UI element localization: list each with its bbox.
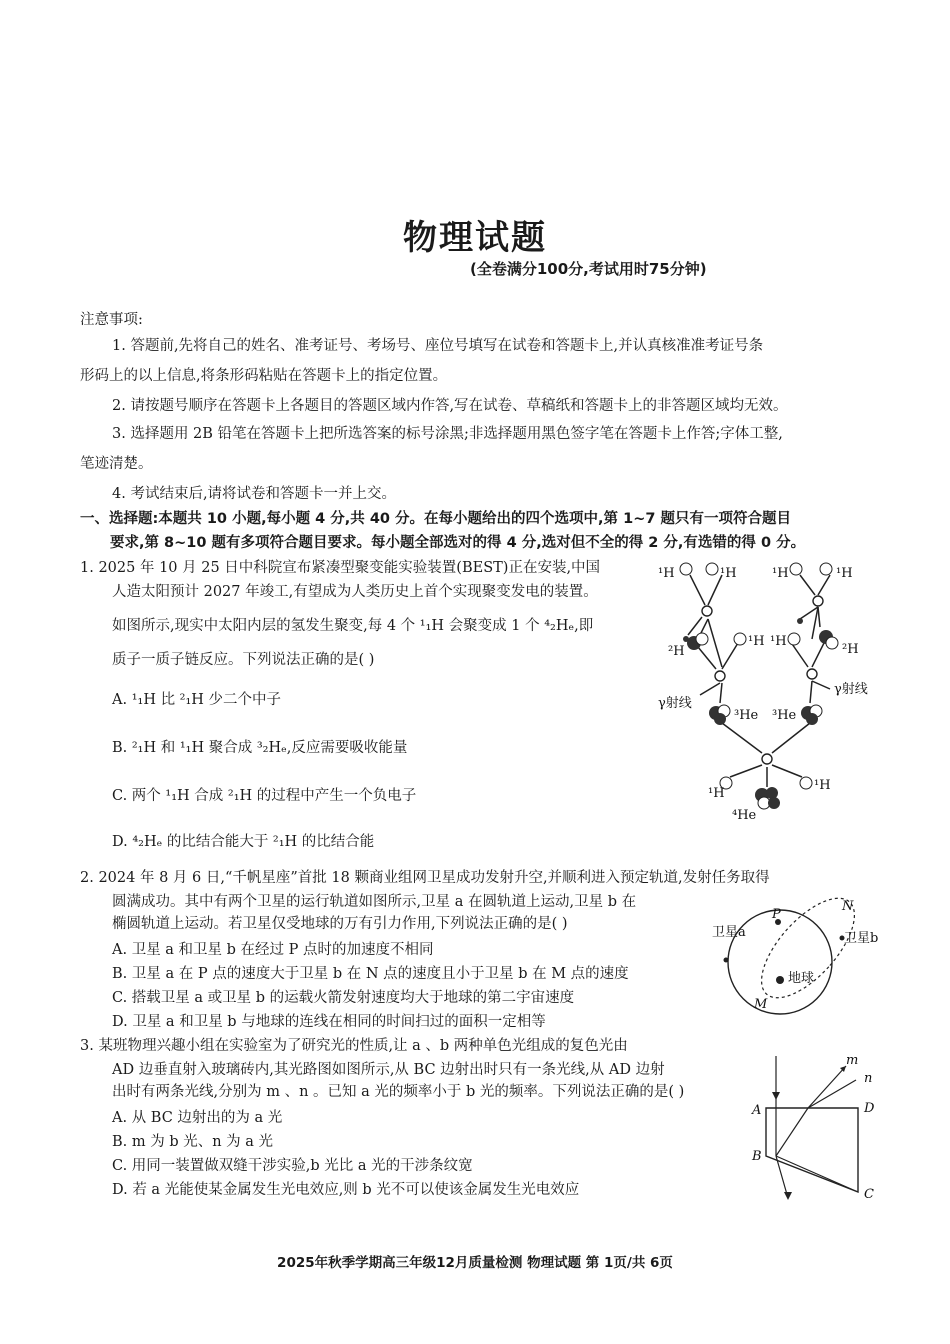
fig1-h8: ¹H: [814, 778, 831, 793]
q1-line4: 质子一质子链反应。下列说法正确的是( ): [112, 652, 375, 668]
fig1-h4: ¹H: [836, 566, 853, 581]
q3-option-d: D. 若 a 光能使某金属发生光电效应,则 b 光不可以使该金属发生光电效应: [112, 1182, 580, 1198]
fig1-d1: ²H: [668, 644, 685, 659]
fig1-gamma2: γ射线: [834, 682, 868, 697]
page-footer: 2025年秋季学期高三年级12月质量检测 物理试题 第 1页/共 6页: [277, 1255, 673, 1271]
fig1-he3a: ³He: [734, 708, 759, 723]
fig2-sat-b: 卫星b: [844, 931, 879, 946]
q2-option-c: C. 搭载卫星 a 或卫星 b 的运载火箭发射速度均大于地球的第二宇宙速度: [112, 990, 575, 1006]
q2-option-b: B. 卫星 a 在 P 点的速度大于卫星 b 在 N 点的速度且小于卫星 b 在 M 点的速度: [112, 966, 629, 982]
q3-line3: 出时有两条光线,分别为 m 、n 。已知 a 光的频率小于 b 光的频率。下列说法正确的是( ): [112, 1084, 685, 1100]
fig3-d: D: [864, 1101, 875, 1116]
fig2-sat-a: 卫星a: [712, 925, 746, 940]
q3-line1: 3. 某班物理兴趣小组在实验室为了研究光的性质,让 a 、b 两种单色光组成的复色光由: [80, 1038, 628, 1054]
q1-line1: 1. 2025 年 10 月 25 日中科院宣布紧凑型聚变能实验装置(BEST)正在安装,中国: [80, 560, 601, 576]
q3-option-b: B. m 为 b 光、n 为 a 光: [112, 1134, 274, 1150]
q1-option-b: B. ²₁H 和 ¹₁H 聚合成 ³₂Hₑ,反应需要吸收能量: [112, 740, 408, 756]
fig2-m: M: [754, 997, 768, 1012]
q1-option-c: C. 两个 ¹₁H 合成 ²₁H 的过程中产生一个负电子: [112, 788, 417, 804]
q2-line2: 圆满成功。其中有两个卫星的运行轨道如图所示,卫星 a 在圆轨道上运动,卫星 b 在: [112, 894, 637, 910]
fig2-earth: 地球: [788, 971, 815, 986]
fig2-n: N: [842, 899, 854, 914]
section-heading-2: 要求,第 8~10 题有多项符合题目要求。每小题全部选对的得 4 分,选对但不全的得 2 分,有选错的得 0 分。: [110, 535, 806, 551]
q1-line3: 如图所示,现实中太阳内层的氢发生聚变,每 4 个 ¹₁H 会聚变成 1 个 ⁴₂Hₑ,即: [112, 618, 594, 634]
fig1-h5: ¹H: [748, 634, 765, 649]
section-heading-1: 一、选择题:本题共 10 小题,每小题 4 分,共 40 分。在每小题给出的四个选项中,第 1~7 题只有一项符合题目: [80, 511, 791, 527]
fusion-chain-diagram: [650, 555, 870, 825]
fig3-n: n: [864, 1071, 873, 1086]
q3-option-c: C. 用同一装置做双缝干涉实验,b 光比 a 光的干涉条纹宽: [112, 1158, 473, 1174]
q3-option-a: A. 从 BC 边射出的为 a 光: [112, 1110, 283, 1126]
q2-option-d: D. 卫星 a 和卫星 b 与地球的连线在相同的时间扫过的面积一定相等: [112, 1014, 546, 1030]
q1-option-d: D. ⁴₂Hₑ 的比结合能大于 ²₁H 的比结合能: [112, 834, 375, 850]
fig1-h2: ¹H: [720, 566, 737, 581]
fig1-h7: ¹H: [708, 786, 725, 801]
fig1-he3b: ³He: [772, 708, 797, 723]
notes-heading: 注意事项:: [80, 312, 143, 328]
fig3-m: m: [846, 1053, 859, 1068]
q2-line3: 椭圆轨道上运动。若卫星仅受地球的万有引力作用,下列说法正确的是( ): [112, 916, 568, 932]
fig3-b: B: [752, 1149, 762, 1164]
page-subtitle: (全卷满分100分,考试用时75分钟): [470, 260, 707, 278]
note-4: 4. 考试结束后,请将试卷和答题卡一并上交。: [112, 486, 397, 502]
fig1-gamma1: γ射线: [658, 696, 692, 711]
fig1-h3: ¹H: [772, 566, 789, 581]
note-3a: 3. 选择题用 2B 铅笔在答题卡上把所选答案的标号涂黑;非选择题用黑色签字笔在答题卡上作答;字体工整,: [112, 426, 783, 442]
q1-option-a: A. ¹₁H 比 ²₁H 少二个中子: [112, 692, 282, 708]
orbit-diagram: [708, 890, 888, 1020]
fig3-c: C: [864, 1187, 874, 1202]
q2-line1: 2. 2024 年 8 月 6 日,“千帆星座”首批 18 颗商业组网卫星成功发射升空,并顺利进入预定轨道,发射任务取得: [80, 870, 770, 886]
note-1b: 形码上的以上信息,将条形码粘贴在答题卡上的指定位置。: [80, 368, 448, 384]
q2-option-a: A. 卫星 a 和卫星 b 在经过 P 点时的加速度不相同: [112, 942, 434, 958]
page-title: 物理试题: [403, 218, 547, 258]
fig1-d2: ²H: [842, 642, 859, 657]
note-1a: 1. 答题前,先将自己的姓名、准考证号、考场号、座位号填写在试卷和答题卡上,并认真核准准考证号条: [112, 338, 764, 354]
fig1-he4: ⁴He: [732, 808, 757, 823]
fig1-h1: ¹H: [658, 566, 675, 581]
q3-line2: AD 边垂直射入玻璃砖内,其光路图如图所示,从 BC 边射出时只有一条光线,从 AD 边射: [112, 1062, 665, 1078]
fig1-h6: ¹H: [770, 634, 787, 649]
note-3b: 笔迹清楚。: [80, 456, 153, 472]
q1-line2: 人造太阳预计 2027 年竣工,有望成为人类历史上首个实现聚变发电的装置。: [112, 584, 598, 600]
glass-prism-diagram: [748, 1052, 888, 1212]
note-2: 2. 请按题号顺序在答题卡上各题目的答题区域内作答,写在试卷、草稿纸和答题卡上的非答题区域均无效。: [112, 398, 788, 414]
fig2-p: P: [772, 907, 781, 922]
fig3-a: A: [752, 1103, 762, 1118]
